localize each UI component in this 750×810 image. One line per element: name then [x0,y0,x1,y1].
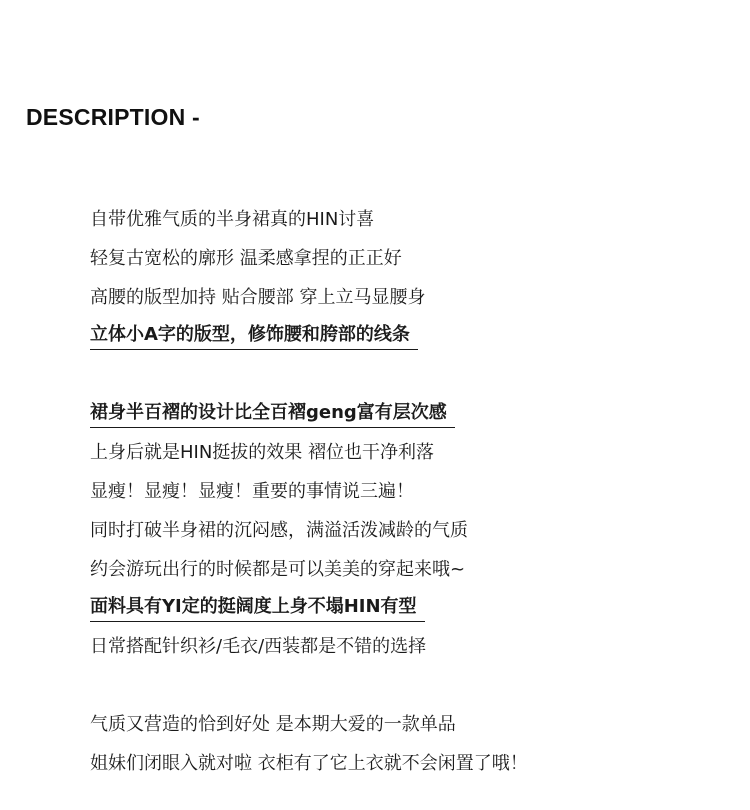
highlighted-line: 面料具有YI定的挺阔度上身不塌HIN有型 [90,595,425,622]
description-line: 同时打破半身裙的沉闷感，满溢活泼减龄的气质 [90,520,468,541]
description-line: 自带优雅气质的半身裙真的HIN讨喜 [90,209,375,230]
description-line: 日常搭配针织衫/毛衣/西装都是不错的选择 [90,636,427,657]
description-line: 轻复古宽松的廓形 温柔感拿捏的正正好 [90,248,402,269]
highlighted-line: 裙身半百褶的设计比全百褶geng富有层次感 [90,401,455,428]
description-line: 高腰的版型加持 贴合腰部 穿上立马显腰身 [90,287,426,308]
description-line: 显瘦！显瘦！显瘦！重要的事情说三遍！ [90,481,414,502]
section-heading: DESCRIPTION - [26,104,200,130]
description-line: 气质又营造的恰到好处 是本期大爱的一款单品 [90,714,456,735]
description-line: 姐妹们闭眼入就对啦 衣柜有了它上衣就不会闲置了哦！ [90,753,528,774]
description-line: 上身后就是HIN挺拔的效果 褶位也干净利落 [90,442,435,463]
highlighted-line: 立体小A字的版型，修饰腰和胯部的线条 [90,323,418,350]
description-line: 约会游玩出行的时候都是可以美美的穿起来哦~ [90,559,466,580]
